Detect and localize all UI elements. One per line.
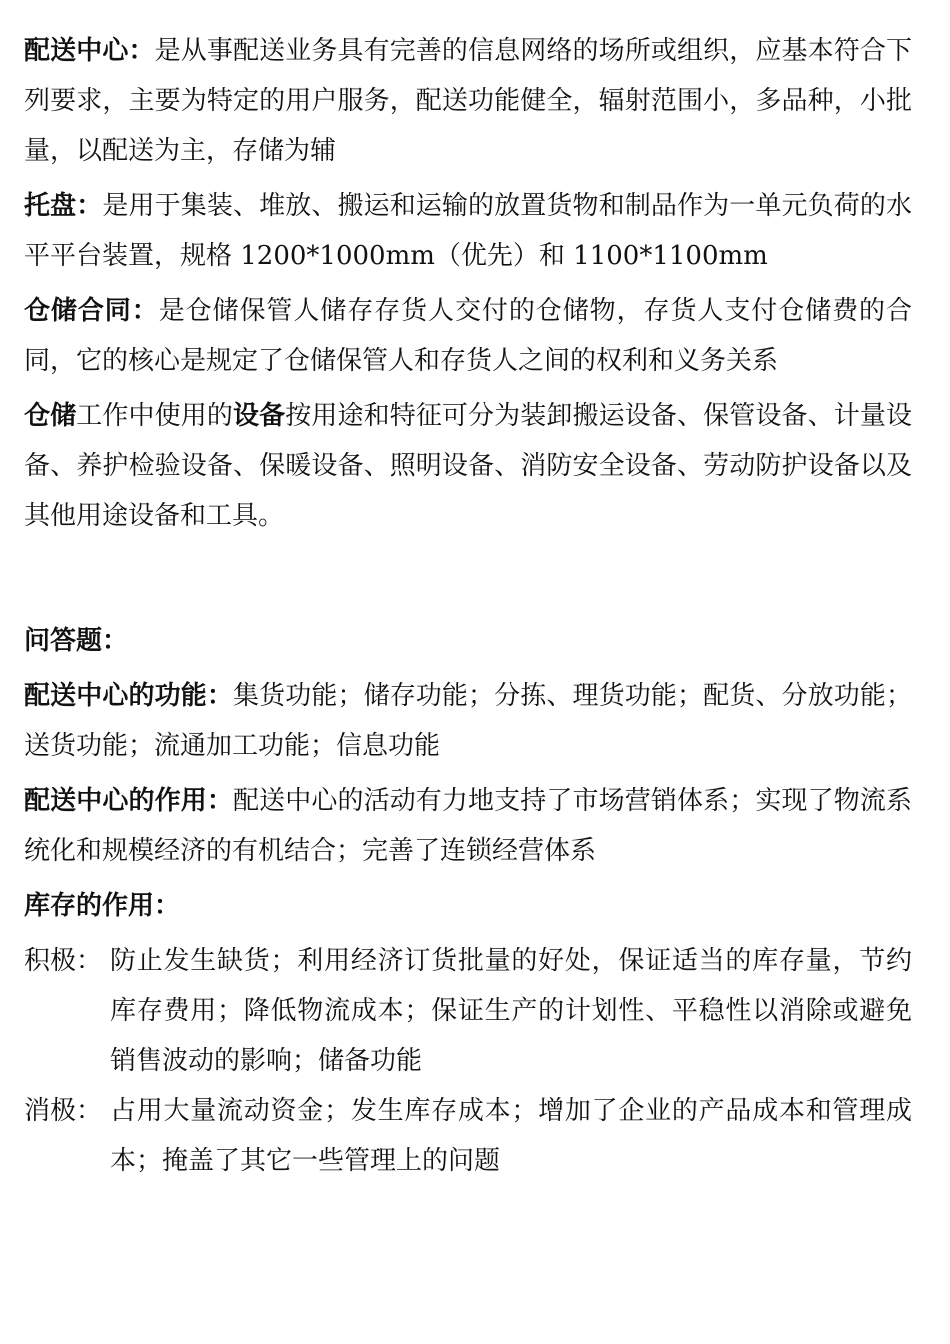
- equipment-text-2: 按用途和特征可分为装卸搬运设备、保管设备、计量设备、养护检验设备、保暖设备、照明设备、消防安全设备、劳动防护设备以及其他用途设备和工具。: [24, 401, 912, 531]
- term-label: 托盘: [24, 191, 77, 221]
- term-colon: ：: [131, 296, 159, 326]
- term-colon: ：: [206, 681, 233, 711]
- term-label: 配送中心的作用: [24, 786, 207, 816]
- inventory-item-positive: [24, 936, 912, 1086]
- term-functions: [24, 681, 233, 711]
- inventory-heading: 库存的作用：: [24, 891, 181, 921]
- answer-text: 配送中心的活动有力地支持了市场营销体系；实现了物流系统化和规模经济的有机结合；完善了连锁经营体系: [24, 786, 912, 866]
- term-roles: [24, 786, 233, 816]
- definition-text: 是用于集装、堆放、搬运和运输的放置货物和制品作为一单元负荷的水平平台装置，规格 1200*1000mm（优先）和 1100*1100mm: [24, 191, 912, 271]
- term-equipment: 设备: [232, 401, 286, 431]
- term-label: 仓储合同: [24, 296, 132, 326]
- item-label: 积极：: [24, 946, 103, 976]
- equipment-text-1: 工作中使用的: [76, 401, 233, 431]
- answer-text: 集货功能；储存功能；分拣、理货功能；配货、分放功能；送货功能；流通加工功能；信息功能: [24, 681, 912, 761]
- term-storage-contract: [24, 296, 159, 326]
- term-pallet: [24, 191, 102, 221]
- qa-heading: 问答题：: [24, 626, 129, 656]
- definition-text: 是从事配送业务具有完善的信息网络的场所或组织，应基本符合下列要求，主要为特定的用户服务，配送功能健全，辐射范围小，多品种，小批量，以配送为主，存储为辅: [24, 36, 912, 166]
- term-colon: ：: [128, 36, 155, 66]
- definition-distribution-center: [24, 26, 912, 176]
- term-colon: ：: [206, 786, 233, 816]
- qa-distribution-center-roles: [24, 776, 912, 876]
- item-text: 防止发生缺货；利用经济订货批量的好处，保证适当的库存量，节约库存费用；降低物流成本；保证生产的计划性、平稳性以消除或避免销售波动的影响；储备功能: [110, 946, 912, 1076]
- section-spacer: [24, 546, 912, 616]
- definition-pallet: [24, 181, 912, 281]
- equipment-paragraph: [24, 391, 912, 541]
- definition-storage-contract: [24, 286, 912, 386]
- term-distribution-center: [24, 36, 155, 66]
- term-colon: ：: [76, 191, 103, 221]
- term-storage: 仓储: [24, 401, 77, 431]
- definition-text: 是仓储保管人储存存货人交付的仓储物，存货人支付仓储费的合同，它的核心是规定了仓储保管人和存货人之间的权利和义务关系: [24, 296, 912, 376]
- item-label: 消极：: [24, 1096, 103, 1126]
- qa-distribution-center-functions: [24, 671, 912, 771]
- item-text: 占用大量流动资金；发生库存成本；增加了企业的产品成本和管理成本；掩盖了其它一些管理上的问题: [110, 1096, 912, 1176]
- inventory-item-negative: [24, 1086, 912, 1186]
- term-label: 配送中心: [24, 36, 129, 66]
- term-label: 配送中心的功能: [24, 681, 207, 711]
